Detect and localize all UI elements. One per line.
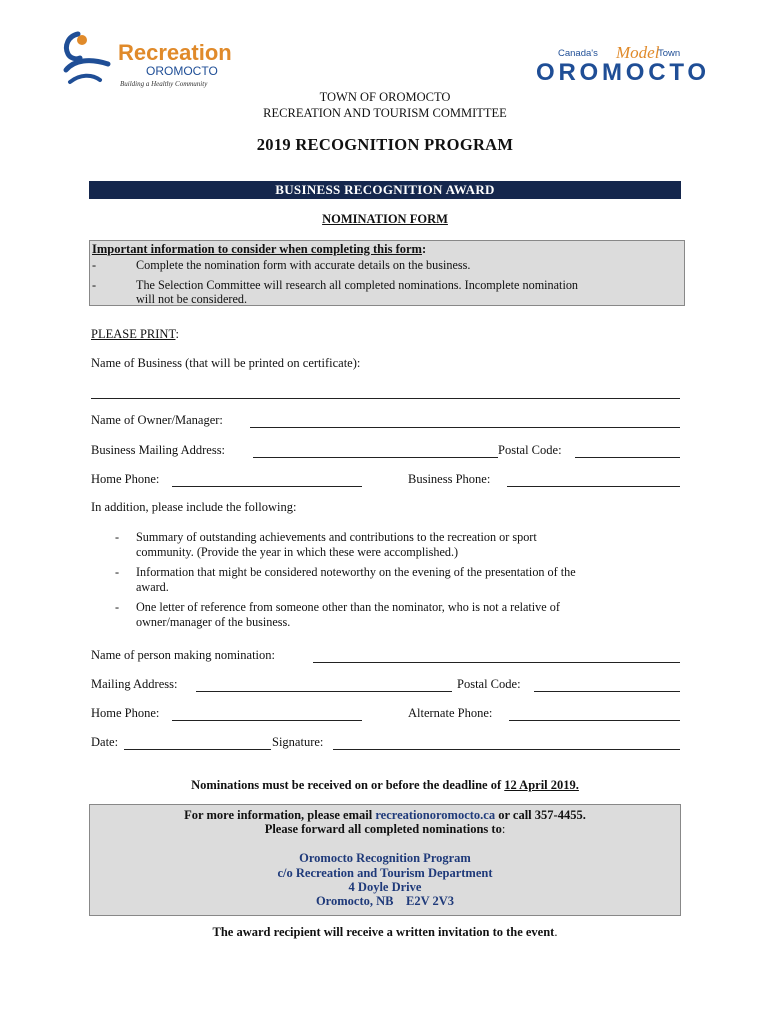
please-print-label: PLEASE PRINT: xyxy=(91,327,179,341)
date-field[interactable] xyxy=(124,749,271,750)
info-item-1: Complete the nomination form with accurate details on the business. xyxy=(136,258,471,272)
info-item-2: The Selection Committee will research all completed nominations. Incomplete nomination will not be considered. xyxy=(136,278,579,306)
postal-code-label: Postal Code: xyxy=(498,443,562,457)
program-title: 2019 RECOGNITION PROGRAM xyxy=(256,135,514,154)
include-dash-1: - xyxy=(115,530,120,544)
home-phone-field[interactable] xyxy=(172,486,362,487)
business-phone-label: Business Phone: xyxy=(408,472,491,486)
nom-postal-label: Postal Code: xyxy=(457,677,521,691)
home-phone-label: Home Phone: xyxy=(91,472,160,486)
date-label: Date: xyxy=(91,735,119,749)
alt-phone-field[interactable] xyxy=(509,720,680,721)
logo-canadas-text: Canada's xyxy=(558,48,598,59)
nom-postal-field[interactable] xyxy=(534,691,680,692)
mailing-address-label: Business Mailing Address: xyxy=(91,443,226,457)
alt-phone-label: Alternate Phone: xyxy=(408,706,493,720)
include-dash-3: - xyxy=(115,600,120,614)
nom-mailing-field[interactable] xyxy=(196,691,452,692)
mailing-address-field[interactable] xyxy=(253,457,498,458)
closing-note: The award recipient will receive a written invitation to the event. xyxy=(212,925,558,939)
nominator-field[interactable] xyxy=(313,662,680,663)
canadas-model-town-logo xyxy=(530,42,715,86)
important-info-title: Important information to consider when completing this form: xyxy=(92,242,427,256)
org-heading xyxy=(0,89,770,121)
contact-line-2: Please forward all completed nominations to: xyxy=(264,822,506,836)
contact-line-1: For more information, please email recreationoromocto.ca or call 357-4455. xyxy=(184,808,586,822)
info-dash-2: - xyxy=(92,278,97,292)
org-line-2: RECREATION AND TOURISM COMMITTEE xyxy=(263,106,507,120)
deadline-notice: Nominations must be received on or before the deadline of 12 April 2019. xyxy=(191,778,579,792)
business-name-field[interactable] xyxy=(91,398,680,399)
info-dash-1: - xyxy=(92,258,97,272)
signature-field[interactable] xyxy=(333,749,680,750)
logo-tagline-text: Building a Healthy Community xyxy=(120,80,208,88)
address-line-3: 4 Doyle Drive xyxy=(348,880,422,894)
nominator-label: Name of person making nomination: xyxy=(91,648,275,662)
recreation-oromocto-logo xyxy=(60,30,250,92)
postal-code-field[interactable] xyxy=(575,457,680,458)
logo-recreation-text: Recreation xyxy=(118,40,232,65)
recreation-figure-icon xyxy=(60,30,250,92)
include-item-2: Information that might be considered noteworthy on the evening of the presentation of the award. xyxy=(136,565,576,594)
logo-oromocto-text: OROMOCTO xyxy=(146,64,218,78)
address-line-4: Oromocto, NB E2V 2V3 xyxy=(315,894,455,908)
logo-model-text: Model xyxy=(616,43,660,62)
logo-town-text: Town xyxy=(658,48,681,59)
email-link[interactable]: recreationoromocto.ca xyxy=(375,808,496,822)
signature-label: Signature: xyxy=(272,735,324,749)
nom-home-phone-label: Home Phone: xyxy=(91,706,160,720)
deadline-date: 12 April 2019. xyxy=(504,778,579,792)
include-dash-2: - xyxy=(115,565,120,579)
award-banner: BUSINESS RECOGNITION AWARD xyxy=(89,181,681,199)
address-line-2: c/o Recreation and Tourism Department xyxy=(277,866,493,880)
nom-mailing-label: Mailing Address: xyxy=(91,677,178,691)
owner-field[interactable] xyxy=(250,427,680,428)
owner-label: Name of Owner/Manager: xyxy=(91,413,223,427)
business-name-label: Name of Business (that will be printed on certificate): xyxy=(91,356,361,370)
include-label: In addition, please include the following: xyxy=(91,500,297,514)
business-phone-field[interactable] xyxy=(507,486,680,487)
form-title: NOMINATION FORM xyxy=(322,212,448,226)
org-line-1: TOWN OF OROMOCTO xyxy=(319,90,451,104)
include-item-3: One letter of reference from someone other than the nominator, who is not a relative of owner/manager of the business. xyxy=(136,600,560,629)
address-line-1: Oromocto Recognition Program xyxy=(299,851,471,865)
nom-home-phone-field[interactable] xyxy=(172,720,362,721)
logo-oromocto-big-text: OROMOCTO xyxy=(536,59,706,86)
include-item-1: Summary of outstanding achievements and contributions to the recreation or sport community. (Provide the year in which these were accomplished.) xyxy=(136,530,537,559)
